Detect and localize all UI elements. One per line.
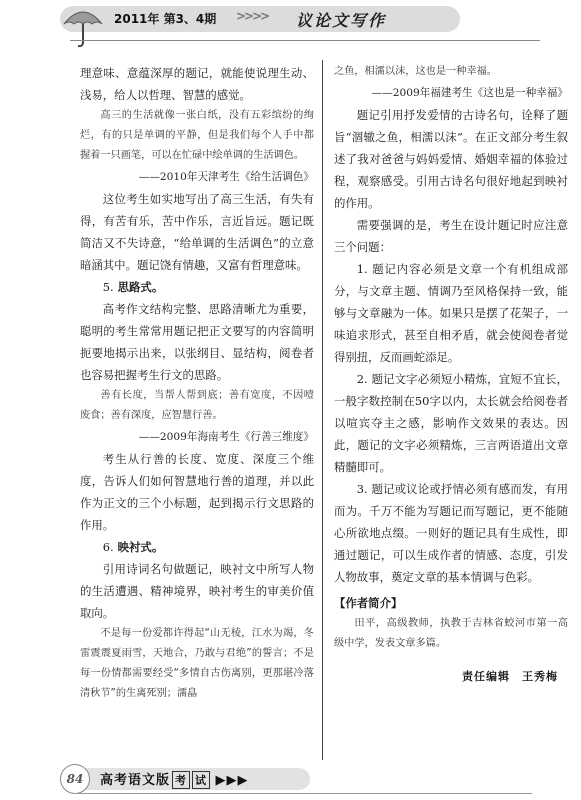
author-heading: 【作者简介】: [334, 596, 403, 610]
list-item: 1. 题记内容必须是文章一个有机组成部分，与文章主题、情调乃至风格保持一致，能够与文章融为一体。如果只是摆了花架子，一味追求形式，甚至自相矛盾，就会使阅卷者觉得别扭，反而画蛇添足。: [334, 262, 568, 364]
paragraph: 考生从行善的长度、宽度、深度三个维度，告诉人们如何智慧地行善的道理，并以此作为正文的三个小标题，起到揭示行文思路的作用。: [80, 452, 314, 532]
subheading-text: 映衬式。: [117, 540, 164, 554]
paragraph: 需要强调的是，考生在设计题记时应注意三个问题：: [334, 218, 568, 254]
paragraph: 高考作文结构完整、思路清晰尤为重要，聪明的考生常常用题记把正文要写的内容简明扼要地揭示出来，以张纲目、显结构，阅卷者也容易把握考生行文的思路。: [80, 302, 314, 382]
page-header: [0, 0, 581, 44]
page-number: 84: [60, 764, 90, 794]
section-title: 议论文写作: [296, 11, 387, 30]
footer-rule: [72, 793, 532, 794]
editor-credit: 责任编辑 王秀梅: [462, 670, 558, 683]
epigraph-quote-continued: 之鱼，相濡以沫，这也是一种幸福。: [334, 66, 497, 77]
issue-label: 2011年 第3、4期: [114, 12, 217, 26]
author-bio: 田平，高级教师，执教于吉林省蛟河市第一高级中学，发表文章多篇。: [334, 618, 568, 649]
journal-name: 高考语文版: [100, 773, 171, 788]
umbrella-icon: [62, 4, 104, 50]
quote-source: ——2009年海南考生《行善三维度》: [138, 431, 314, 443]
left-column: [80, 62, 314, 704]
shi-box: 试: [192, 771, 210, 789]
paragraph: 题记引用抒发爱情的古诗名句，诠释了题旨“涸辙之鱼，相濡以沫”。在正文部分考生叙述了我对爸爸与妈妈爱情、婚姻幸福的体验过程，观察感受。引用古诗名句很好地起到映衬的作用。: [334, 108, 568, 210]
paragraph: 引用诗词名句做题记，映衬文中所写人物的生活遭遇、精神境界，映衬考生的审美价值取向。: [80, 562, 314, 620]
subheading-number: 6.: [102, 540, 114, 554]
header-chevrons: >>>>: [236, 9, 269, 23]
epigraph-quote: 高三的生活就像一张白纸，没有五彩缤纷的绚烂，有的只是单调的平静，但是我们每个人手中都握着一只画笔，可以在忙碌中绘单调的生活调色。: [80, 110, 314, 161]
quote-source: ——2009年福建考生《这也是一种幸福》: [371, 87, 568, 99]
column-divider: [322, 60, 323, 760]
page-footer: [60, 762, 530, 796]
right-column: [334, 62, 568, 684]
subheading-5: [80, 276, 314, 298]
header-rule: [70, 40, 540, 41]
paragraph: 这位考生如实地写出了高三生活，有失有得，有苦有乐，苦中作乐，言近旨远。题记既简洁又不失诗意，“给单调的生活调色”的立意暗涵其中。题记饶有情趣，又富有哲理意味。: [80, 192, 314, 272]
quote-source: ——2010年天津考生《给生活调色》: [138, 171, 314, 183]
kao-box: 考: [172, 771, 190, 789]
subheading-number: 5.: [102, 280, 114, 294]
footer-arrows-icon: ▶▶▶: [215, 773, 249, 788]
footer-title: [100, 769, 249, 789]
list-item: 2. 题记文字必须短小精炼，宜短不宜长，一般字数控制在50字以内，太长就会给阅卷者以喧宾夺主之感，影响作文效果的表达。因此，题记的文字必须精炼，三言两语道出文章精髓即可。: [334, 372, 568, 474]
subheading-6: [80, 536, 314, 558]
paragraph: 理意味、意蕴深厚的题记，就能使说理生动、浅易，给人以哲理、智慧的感觉。: [80, 66, 314, 102]
subheading-text: 思路式。: [117, 280, 164, 294]
epigraph-quote: 善有长度，当帮人帮到底；善有宽度，不因噎废食；善有深度，应智慧行善。: [80, 390, 314, 421]
list-item: 3. 题记或议论或抒情必须有感而发，有用而为。千万不能为写题记而写题记，更不能随心所欲地点缀。一则好的题记具有生成性，即通过题记，可以生成作者的情感、态度，引发人物故事，奠定文章的基本情调与色彩。: [334, 482, 568, 584]
epigraph-quote: 不是每一份爱都许得起“山无棱，江水为竭，冬雷震震夏雨雪，天地合，乃敢与君绝”的誓言；不是每一份情都需要经受“多情自古伤离别，更那堪冷落清秋节”的生离死别；濡皛: [80, 628, 314, 699]
